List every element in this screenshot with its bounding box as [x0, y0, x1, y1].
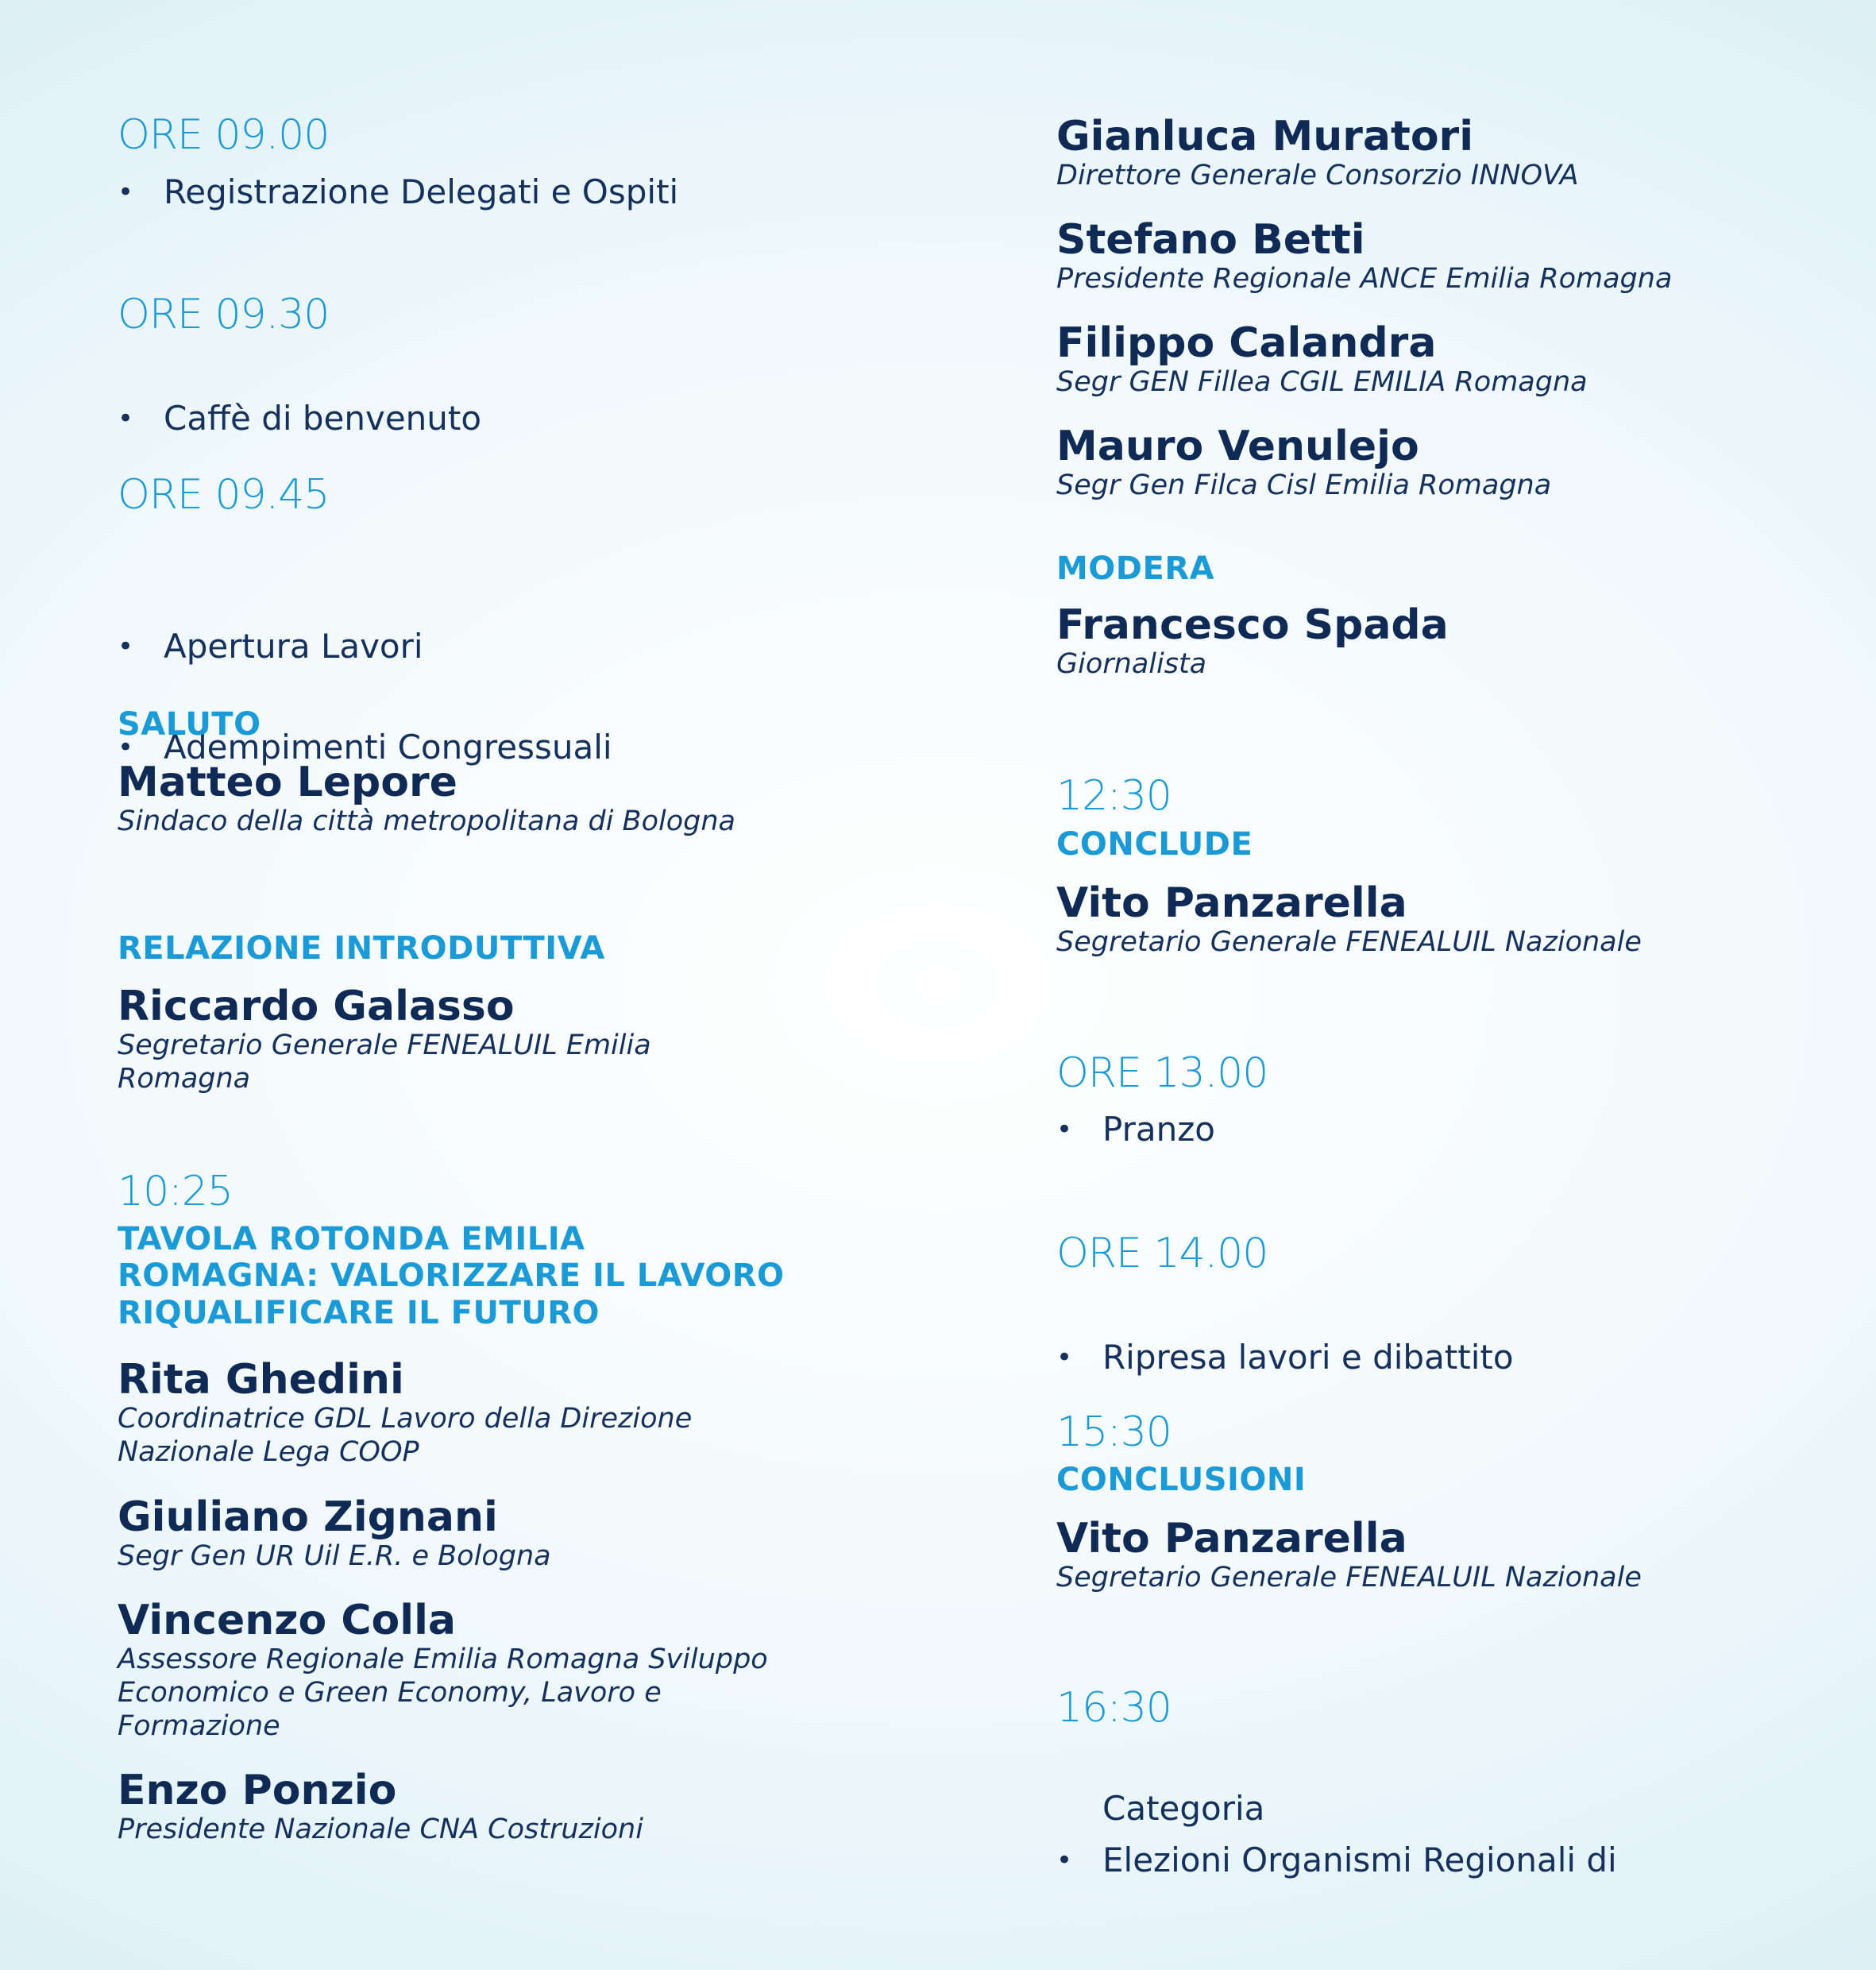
time-1230: 12:30: [1056, 772, 1172, 820]
agenda-item-pranzo: • Pranzo: [1056, 1106, 1843, 1153]
speaker-name: Vincenzo Colla: [118, 1597, 457, 1644]
speaker-role: Coordinatrice GDL Lavoro della Direzione: [118, 1403, 693, 1435]
speaker-name: Giuliano Zignani: [118, 1493, 498, 1541]
time-1630: 16:30: [1056, 1684, 1172, 1732]
section-label-conclusioni: CONCLUSIONI: [1056, 1462, 1307, 1498]
agenda-item-ripresa: • Ripresa lavori e dibattito: [1056, 1334, 1843, 1381]
agenda-item-registrazione: • Registrazione Delegati e Ospiti: [118, 168, 912, 216]
speaker-name: Riccardo Galasso: [118, 983, 515, 1030]
speaker-role: Segr Gen UR Uil E.R. e Bologna: [118, 1540, 551, 1572]
speaker-name: Vito Panzarella: [1056, 879, 1407, 927]
agenda-item-adempimenti: • Adempimenti Congressuali: [118, 724, 912, 771]
speaker-name: Mauro Venulejo: [1056, 423, 1419, 470]
agenda-item-caffe: • Caffè di benvenuto: [118, 395, 912, 442]
speaker-role: Segr GEN Fillea CGIL EMILIA Romagna: [1056, 366, 1588, 398]
speaker-role: Formazione: [118, 1710, 280, 1742]
time-1400: ORE 14.00: [1056, 1230, 1268, 1277]
speaker-role: Romagna: [118, 1063, 251, 1095]
speaker-role: Segr Gen Filca Cisl Emilia Romagna: [1056, 469, 1552, 501]
program-right-column: [1056, 0, 1843, 1879]
speaker-role: Segretario Generale FENEALUIL Nazionale: [1056, 926, 1642, 958]
speaker-role: Presidente Regionale ANCE Emilia Romagna: [1056, 263, 1673, 295]
speaker-name: Matteo Lepore: [118, 759, 457, 806]
time-0900: ORE 09.00: [118, 111, 330, 159]
speaker-name: Gianluca Muratori: [1056, 113, 1474, 160]
speaker-name: Vito Panzarella: [1056, 1515, 1407, 1562]
section-label-modera: MODERA: [1056, 550, 1215, 587]
speaker-name: Stefano Betti: [1056, 216, 1365, 264]
program-left-column: [118, 0, 912, 1845]
section-label-relazione: RELAZIONE INTRODUTTIVA: [118, 930, 605, 967]
speaker-role: Presidente Nazionale CNA Costruzioni: [118, 1814, 643, 1845]
speaker-role: Nazionale Lega COOP: [118, 1436, 419, 1468]
time-1530: 15:30: [1056, 1408, 1172, 1456]
time-0930: ORE 09.30: [118, 291, 330, 338]
section-label-tavola-rotonda: ROMAGNA: VALORIZZARE IL LAVORO: [118, 1257, 785, 1294]
speaker-name: Francesco Spada: [1056, 601, 1449, 649]
agenda-item-apertura: • Apertura Lavori: [118, 623, 912, 670]
time-1025: 10:25: [118, 1168, 233, 1215]
time-1300: ORE 13.00: [1056, 1049, 1268, 1097]
speaker-name: Filippo Calandra: [1056, 319, 1437, 367]
agenda-item-elezioni: • Elezioni Organismi Regionali di: [1056, 1837, 1843, 1884]
section-label-tavola-rotonda: RIQUALIFICARE IL FUTURO: [118, 1295, 600, 1331]
section-label-conclude: CONCLUDE: [1056, 826, 1253, 863]
agenda-item-elezioni-continued: Categoria: [1102, 1789, 1265, 1828]
speaker-role: Assessore Regionale Emilia Romagna Sviluppo: [118, 1644, 768, 1675]
speaker-role: Direttore Generale Consorzio INNOVA: [1056, 160, 1579, 191]
speaker-name: Enzo Ponzio: [118, 1767, 397, 1814]
speaker-name: Rita Ghedini: [118, 1356, 404, 1404]
speaker-role: Segretario Generale FENEALUIL Emilia: [118, 1029, 651, 1061]
time-0945: ORE 09.45: [118, 471, 330, 519]
section-label-saluto: SALUTO: [118, 706, 261, 743]
section-label-tavola-rotonda: TAVOLA ROTONDA EMILIA: [118, 1221, 585, 1257]
speaker-role: Giornalista: [1056, 648, 1207, 680]
speaker-role: Segretario Generale FENEALUIL Nazionale: [1056, 1562, 1642, 1593]
speaker-role: Economico e Green Economy, Lavoro e: [118, 1677, 662, 1709]
speaker-role: Sindaco della città metropolitana di Bologna: [118, 805, 735, 837]
